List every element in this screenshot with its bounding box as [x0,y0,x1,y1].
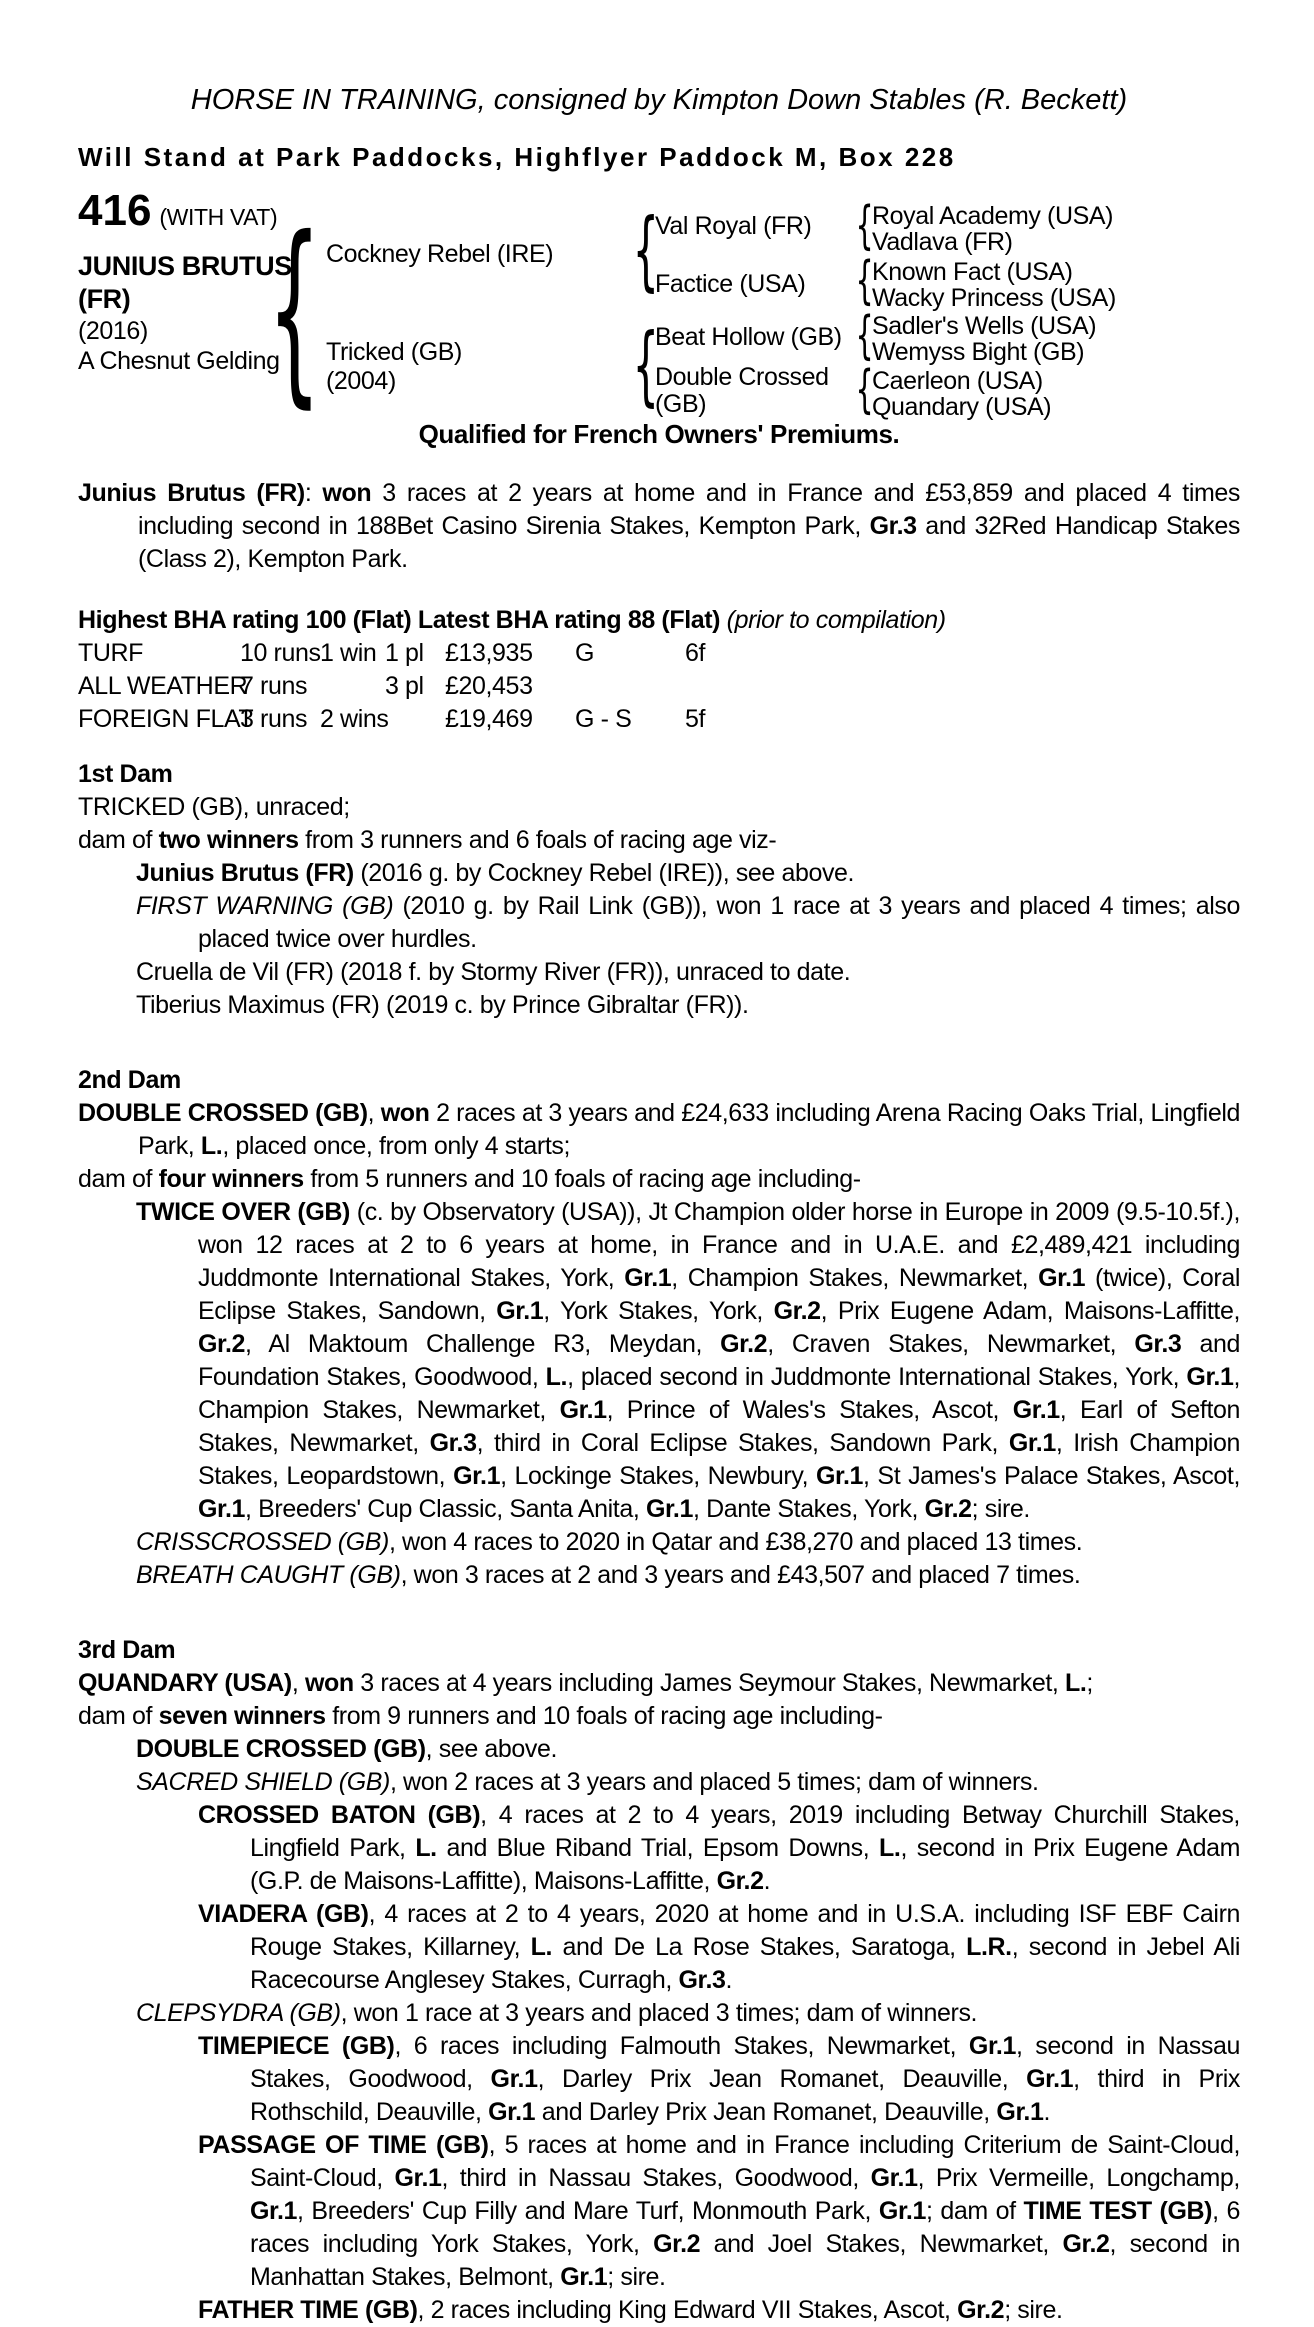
bha-cell-runs: 7 runs [240,672,308,700]
bha-cell-distance: 5f [685,705,706,733]
gen3-name: Quandary (USA) [872,393,1052,421]
gen3-name: Vadlava (FR) [872,228,1013,256]
bha-table-row [78,637,1240,670]
gen2-name: Beat Hollow (GB) [655,323,842,351]
pedigree-paragraph: DOUBLE CROSSED (GB), won 2 races at 3 years and £24,633 including Arena Racing Oaks Trial, Lingfield Park, L., placed once, from only 4 starts; [78,1099,1240,1160]
dam-section [78,1634,1240,2327]
bha-table-row [78,670,1240,703]
qualification-line: Qualified for French Owners' Premiums. [418,419,900,449]
pedigree-paragraph: CROSSED BATON (GB), 4 races at 2 to 4 years, 2019 including Betway Churchill Stakes, Lingfield Park, L. and Blue Riband Trial, Epsom Downs, L., second in Prix Eugene Adam (G.P. de Maisons-Laffitte), Maisons-Laffitte, Gr.2. [198,1801,1241,1895]
pedigree-paragraph: CLEPSYDRA (GB), won 1 race at 3 years and placed 3 times; dam of winners. [136,1999,978,2027]
lot-number: 416 [78,186,152,235]
gen2-name: Double Crossed [655,363,829,391]
pedigree-paragraph: TIMEPIECE (GB), 6 races including Falmouth Stakes, Newmarket, Gr.1, second in Nassau Stakes, Goodwood, Gr.1, Darley Prix Jean Romanet, Deauville, Gr.1, third in Prix Rothschild, Deauville, Gr.1 and Darley Prix Jean Romanet, Deauville, Gr.1. [198,2032,1240,2126]
bha-cell-runs: 3 runs [240,705,308,733]
lot-line [78,186,278,235]
bha-cell-surface: ALL WEATHER [78,672,248,700]
pedigree-paragraph: BREATH CAUGHT (GB), won 3 races at 2 and 3 years and £43,507 and placed 7 times. [136,1561,1081,1589]
pedigree-brace [274,210,314,410]
consignment-title: HORSE IN TRAINING, consigned by Kimpton Down Stables (R. Beckett) [190,84,1128,116]
bha-heading-bold: Highest BHA rating 100 (Flat) Latest BHA rating 88 (Flat) [78,606,721,634]
bha-cell-earnings: £19,469 [445,705,533,733]
gen3-name: Sadler's Wells (USA) [872,312,1097,340]
pedigree-paragraph: Cruella de Vil (FR) (2018 f. by Stormy River (FR)), unraced to date. [136,958,851,986]
bha-rating-heading [78,604,1240,637]
bha-cell-going: G - S [575,705,632,733]
race-record-paragraph: Junius Brutus (FR): won 3 races at 2 years at home and in France and £53,859 and placed 4 times including second in 188Bet Casino Sirenia Stakes, Kempton Park, Gr.3 and 32Red Handicap Stakes (Class 2), Kempton Park. [78,479,1241,573]
gen3-name: Wacky Princess (USA) [872,284,1116,312]
sire-name: Cockney Rebel (IRE) [326,240,554,268]
dam-section [78,758,1240,1022]
bha-rating-block [78,604,1240,736]
pedigree-paragraph: FIRST WARNING (GB) (2010 g. by Rail Link (GB)), won 1 race at 3 years and placed 4 times; also placed twice over hurdles. [136,892,1241,953]
gen3-name: Wemyss Bight (GB) [872,338,1085,366]
vat-note: (WITH VAT) [159,204,278,230]
bha-cell-wins: 2 wins [320,705,389,733]
bha-cell-going: G [575,639,595,667]
pedigree-paragraph: dam of two winners from 3 runners and 6 foals of racing age viz- [78,826,777,854]
horse-description: A Chesnut Gelding [78,347,280,375]
pedigree-paragraph: FATHER TIME (GB), 2 races including King Edward VII Stakes, Ascot, Gr.2; sire. [198,2296,1063,2324]
pedigree-paragraph: VIADERA (GB), 4 races at 2 to 4 years, 2020 at home and in U.S.A. including ISF EBF Cairn Rouge Stakes, Killarney, L. and De La Rose Stakes, Saratoga, L.R., second in Jebel Ali Racecourse Anglesey Stakes, Curragh, Gr.3. [198,1900,1240,1994]
bha-cell-placed: 3 pl [385,672,424,700]
dam-section-heading: 1st Dam [78,760,173,788]
pedigree-paragraph: dam of seven winners from 9 runners and 10 foals of racing age including- [78,1702,883,1730]
horse-name-suffix: (FR) [78,284,131,314]
bha-rating-table [78,637,1240,736]
bha-cell-placed: 1 pl [385,639,424,667]
gen3-name: Known Fact (USA) [872,258,1073,286]
gen2-name: Factice (USA) [655,270,806,298]
catalogue-page [0,84,1314,2324]
dam-section-heading: 2nd Dam [78,1066,181,1094]
horse-name: JUNIUS BRUTUS [78,251,292,281]
pedigree-paragraph: TRICKED (GB), unraced; [78,793,350,821]
gen2-name: (GB) [655,390,707,418]
pedigree-table [78,186,1240,421]
dam-sections [78,758,1240,2327]
bha-cell-earnings: £20,453 [445,672,533,700]
pedigree-paragraph: CRISSCROSSED (GB), won 4 races to 2020 in Qatar and £38,270 and placed 13 times. [136,1528,1083,1556]
bha-cell-surface: FOREIGN FLAT [78,705,254,733]
bha-cell-surface: TURF [78,639,144,667]
pedigree-paragraph: dam of four winners from 5 runners and 10 foals of racing age including- [78,1165,861,1193]
bha-cell-earnings: £13,935 [445,639,533,667]
stand-location-line: Will Stand at Park Paddocks, Highflyer Paddock M, Box 228 [78,142,956,172]
bha-cell-distance: 6f [685,639,706,667]
dam-section [78,1064,1240,1592]
dam-name: Tricked (GB) [326,338,462,366]
dam-section-heading: 3rd Dam [78,1636,176,1664]
pedigree-paragraph: PASSAGE OF TIME (GB), 5 races at home and in France including Criterium de Saint-Cloud, Saint-Cloud, Gr.1, third in Nassau Stakes, Goodwood, Gr.1, Prix Vermeille, Longchamp, Gr.1, Breeders' Cup Filly and Mare Turf, Monmouth Park, Gr.1; dam of TIME TEST (GB), 6 races including York Stakes, York, Gr.2 and Joel Stakes, Newmarket, Gr.2, second in Manhattan Stakes, Belmont, Gr.1; sire. [198,2131,1240,2291]
bha-cell-runs: 10 runs [240,639,321,667]
bha-table-row [78,703,1240,736]
gen3-name: Royal Academy (USA) [872,202,1114,230]
gen2-name: Val Royal (FR) [655,212,812,240]
gen3-name: Caerleon (USA) [872,367,1043,395]
pedigree-paragraph: Tiberius Maximus (FR) (2019 c. by Prince Gibraltar (FR)). [136,991,749,1019]
pedigree-paragraph: TWICE OVER (GB) (c. by Observatory (USA)), Jt Champion older horse in Europe in 2009 (9.5-10.5f.), won 12 races at 2 to 6 years at home, in France and in U.A.E. and £2,489,421 including Juddmonte International Stakes, York, Gr.1, Champion Stakes, Newmarket, Gr.1 (twice), Coral Eclipse Stakes, Sandown, Gr.1, York Stakes, York, Gr.2, Prix Eugene Adam, Maisons-Laffitte, Gr.2, Al Maktoum Challenge R3, Meydan, Gr.2, Craven Stakes, Newmarket, Gr.3 and Foundation Stakes, Goodwood, L., placed second in Juddmonte International Stakes, York, Gr.1, Champion Stakes, Newmarket, Gr.1, Prince of Wales's Stakes, Ascot, Gr.1, Earl of Sefton Stakes, Newmarket, Gr.3, third in Coral Eclipse Stakes, Sandown Park, Gr.1, Irish Champion Stakes, Leopardstown, Gr.1, Lockinge Stakes, Newbury, Gr.1, St James's Palace Stakes, Ascot, Gr.1, Breeders' Cup Classic, Santa Anita, Gr.1, Dante Stakes, York, Gr.2; sire. [136,1198,1241,1523]
pedigree-paragraph: QUANDARY (USA), won 3 races at 4 years including James Seymour Stakes, Newmarket, L.; [78,1669,1093,1697]
bha-cell-wins: 1 win [320,639,377,667]
pedigree-paragraph: Junius Brutus (FR) (2016 g. by Cockney Rebel (IRE)), see above. [136,859,855,887]
dam-year: (2004) [326,367,396,395]
pedigree-paragraph: SACRED SHIELD (GB), won 2 races at 3 years and placed 5 times; dam of winners. [136,1768,1039,1796]
pedigree-paragraph: DOUBLE CROSSED (GB), see above. [136,1735,558,1763]
horse-year: (2016) [78,317,148,345]
bha-heading-note: (prior to compilation) [720,606,946,634]
